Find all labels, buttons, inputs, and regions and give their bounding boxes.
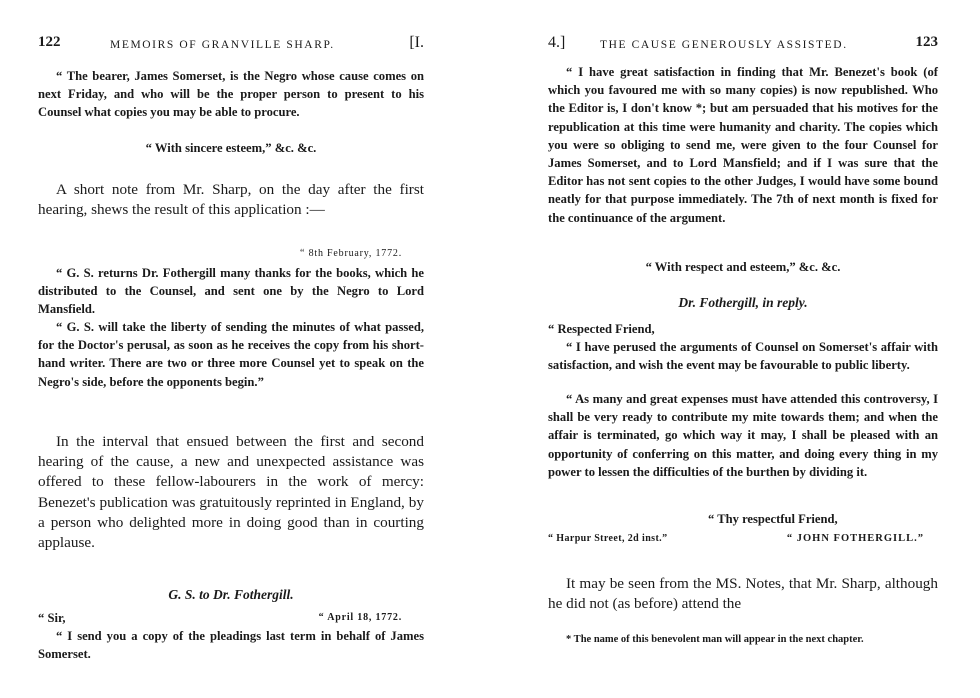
letter-date: “ April 18, 1772. bbox=[318, 612, 402, 623]
salutation-row bbox=[38, 609, 424, 627]
reply-address: “ Harpur Street, 2d inst.” bbox=[548, 533, 668, 544]
interval-paragraph: In the interval that ensued between the first and second hearing of the cause, a new and unexpected assistance was offered to these fellow-labourers in the work of mercy: Benezet's publication was gratuitously reprinted in England, by a person who delighted more in doing good than in courting applause. bbox=[38, 433, 424, 552]
running-title-left: MEMOIRS OF GRANVILLE SHARP. bbox=[110, 39, 335, 51]
section-marker-right: 4.] bbox=[548, 34, 566, 51]
left-running-head bbox=[38, 36, 424, 58]
running-title-right: THE CAUSE GENEROUSLY ASSISTED. bbox=[600, 39, 848, 51]
page-number-left: 122 bbox=[38, 34, 61, 50]
letter-continuation: “ I have great satisfaction in finding that Mr. Benezet's book (of which you favoured me with so many copies) is now republished. Who the Editor is, I don't know *; but am persuaded that his motives for the republication at this time were humanity and charity. The copies which you were so obliging to send me, were given to the four Counsel for James Somerset, and to Lord Mansfield; and if I was sure that the Editor has not sent copies to the other Judges, I would have some bound neatly for that purpose immediately. The 7th of next month is fixed for the continuance of the argument. bbox=[548, 65, 938, 225]
section-marker-left: [I. bbox=[409, 34, 424, 51]
note-paragraph-2: “ G. S. will take the liberty of sending the minutes of what passed, for the Doctor's perusal, as soon as he receives the copy from his short-hand writer. There are two or three more Counsel yet to speak on the Negro's side, before the opponents begin.” bbox=[38, 320, 424, 389]
salutation: “ Sir, bbox=[38, 611, 66, 625]
closing-paragraph: It may be seen from the MS. Notes, that Mr. Sharp, although he did not (as before) attend the bbox=[548, 575, 938, 613]
right-page bbox=[548, 0, 938, 698]
reply-signature: “ JOHN FOTHERGILL.” bbox=[786, 533, 924, 544]
reply-paragraph-1: “ I have perused the arguments of Counsel on Somerset's affair with satisfaction, and wish the event may be favourable to public liberty. bbox=[548, 340, 938, 373]
reply-heading: Dr. Fothergill, in reply. bbox=[678, 295, 808, 310]
reply-paragraph-2: “ As many and great expenses must have attended this controversy, I shall be very ready to contribute my mite towards them; and when the affair is terminated, go which way it may, I shall be pleased with an opportunity of conferring on this matter, and doing every thing in my power to lessen the difficulties of the burthen by dividing it. bbox=[548, 392, 938, 479]
letter-closing-right: “ With respect and esteem,” &c. &c. bbox=[645, 260, 841, 274]
note-date: “ 8th February, 1772. bbox=[300, 248, 402, 259]
left-page bbox=[38, 0, 424, 698]
note-paragraph-1: “ G. S. returns Dr. Fothergill many thanks for the books, which he distributed to the Counsel, and sent one by the Negro to Lord Mansfield. bbox=[38, 266, 424, 317]
reply-closing: “ Thy respectful Friend, bbox=[708, 512, 838, 526]
footnote-text: * The name of this benevolent man will appear in the next chapter. bbox=[566, 634, 864, 645]
reply-signature-row bbox=[548, 530, 938, 548]
letter-closing-left: “ With sincere esteem,” &c. &c. bbox=[145, 141, 317, 155]
letter-body: “ The bearer, James Somerset, is the Negro whose cause comes on next Friday, and who will be the proper person to present to his Counsel what copies you may be able to procure. bbox=[38, 69, 424, 120]
letter-heading: G. S. to Dr. Fothergill. bbox=[168, 587, 294, 602]
footnote bbox=[548, 630, 938, 649]
right-running-head bbox=[548, 36, 938, 58]
reply-salutation: “ Respected Friend, bbox=[548, 322, 655, 336]
page-number-right: 123 bbox=[915, 34, 938, 50]
intro-paragraph: A short note from Mr. Sharp, on the day after the first hearing, shews the result of this application :— bbox=[38, 181, 424, 219]
letter-start: “ I send you a copy of the pleadings last term in behalf of James Somerset. bbox=[38, 629, 424, 662]
